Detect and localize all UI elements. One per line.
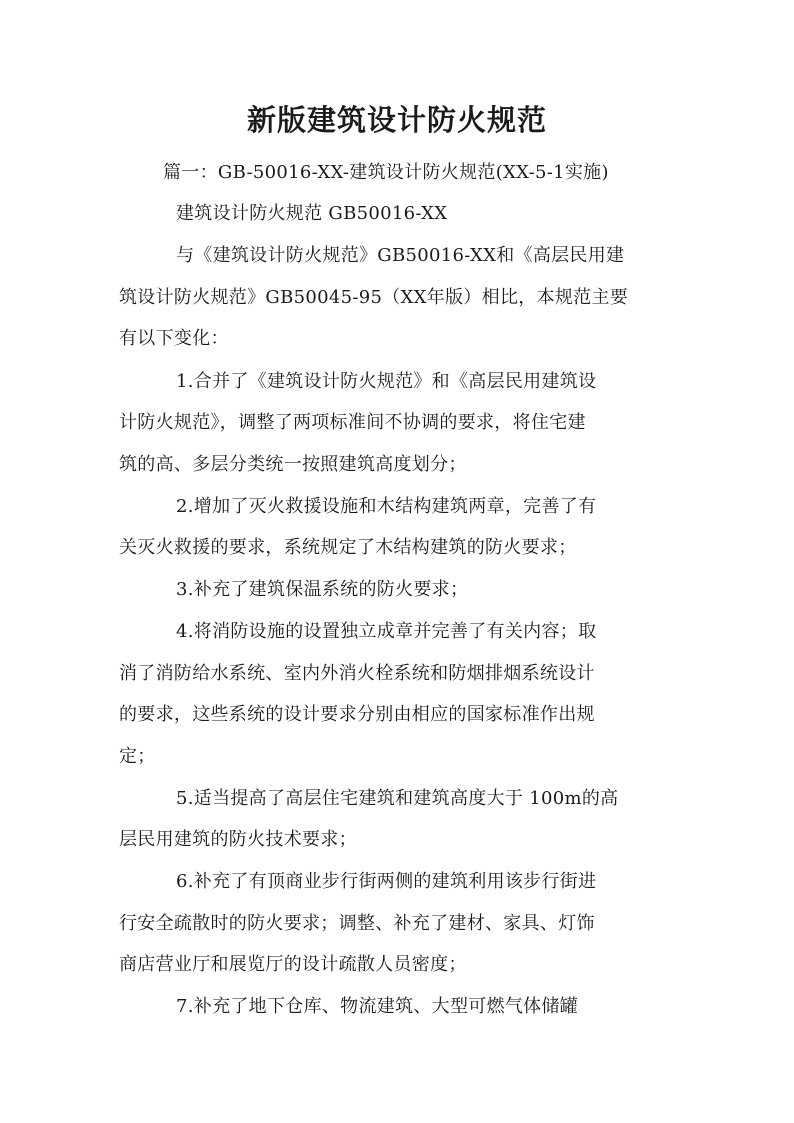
paragraph-line: 筑设计防火规范》GB50045-95（XX年版）相比，本规范主要	[119, 287, 629, 308]
list-item-line: 关灭火救援的要求，系统规定了木结构建筑的防火要求；	[119, 537, 577, 558]
list-item-line: 2.增加了灭火救援设施和木结构建筑两章，完善了有	[176, 496, 597, 517]
list-item-line: 消了消防给水系统、室内外消火栓系统和防烟排烟系统设计	[119, 663, 595, 684]
list-item-line: 筑的高、多层分类统一按照建筑高度划分；	[119, 454, 467, 475]
paragraph-line: 与《建筑设计防火规范》GB50016-XX和《高层民用建	[176, 245, 625, 266]
list-item-line: 的要求，这些系统的设计要求分别由相应的国家标准作出规	[119, 704, 595, 725]
list-item-line: 商店营业厅和展览厅的设计疏散人员密度；	[119, 954, 467, 975]
paragraph-line: 有以下变化：	[119, 328, 229, 349]
list-item-line: 行安全疏散时的防火要求；调整、补充了建材、家具、灯饰	[119, 913, 595, 934]
document-title: 新版建筑设计防火规范	[246, 103, 547, 137]
standard-name: 建筑设计防火规范 GB50016-XX	[176, 203, 448, 224]
list-item-line: 5.适当提高了高层住宅建筑和建筑高度大于 100m的高	[176, 788, 619, 809]
list-item-line: 3.补充了建筑保温系统的防火要求；	[176, 579, 469, 600]
list-item-line: 4.将消防设施的设置独立成章并完善了有关内容；取	[176, 621, 597, 642]
list-item-line: 定；	[119, 746, 156, 767]
list-item-line: 1.合并了《建筑设计防火规范》和《高层民用建筑设	[176, 371, 597, 392]
list-item-line: 7.补充了地下仓库、物流建筑、大型可燃气体储罐	[176, 996, 579, 1017]
list-item-line: 计防火规范》，调整了两项标准间不协调的要求，将住宅建	[119, 412, 586, 433]
list-item-line: 层民用建筑的防火技术要求；	[119, 829, 357, 850]
list-item-line: 6.补充了有顶商业步行街两侧的建筑利用该步行街进	[176, 871, 597, 892]
section-heading: 篇一：GB-50016-XX-建筑设计防火规范(XX-5-1实施)	[163, 162, 609, 183]
